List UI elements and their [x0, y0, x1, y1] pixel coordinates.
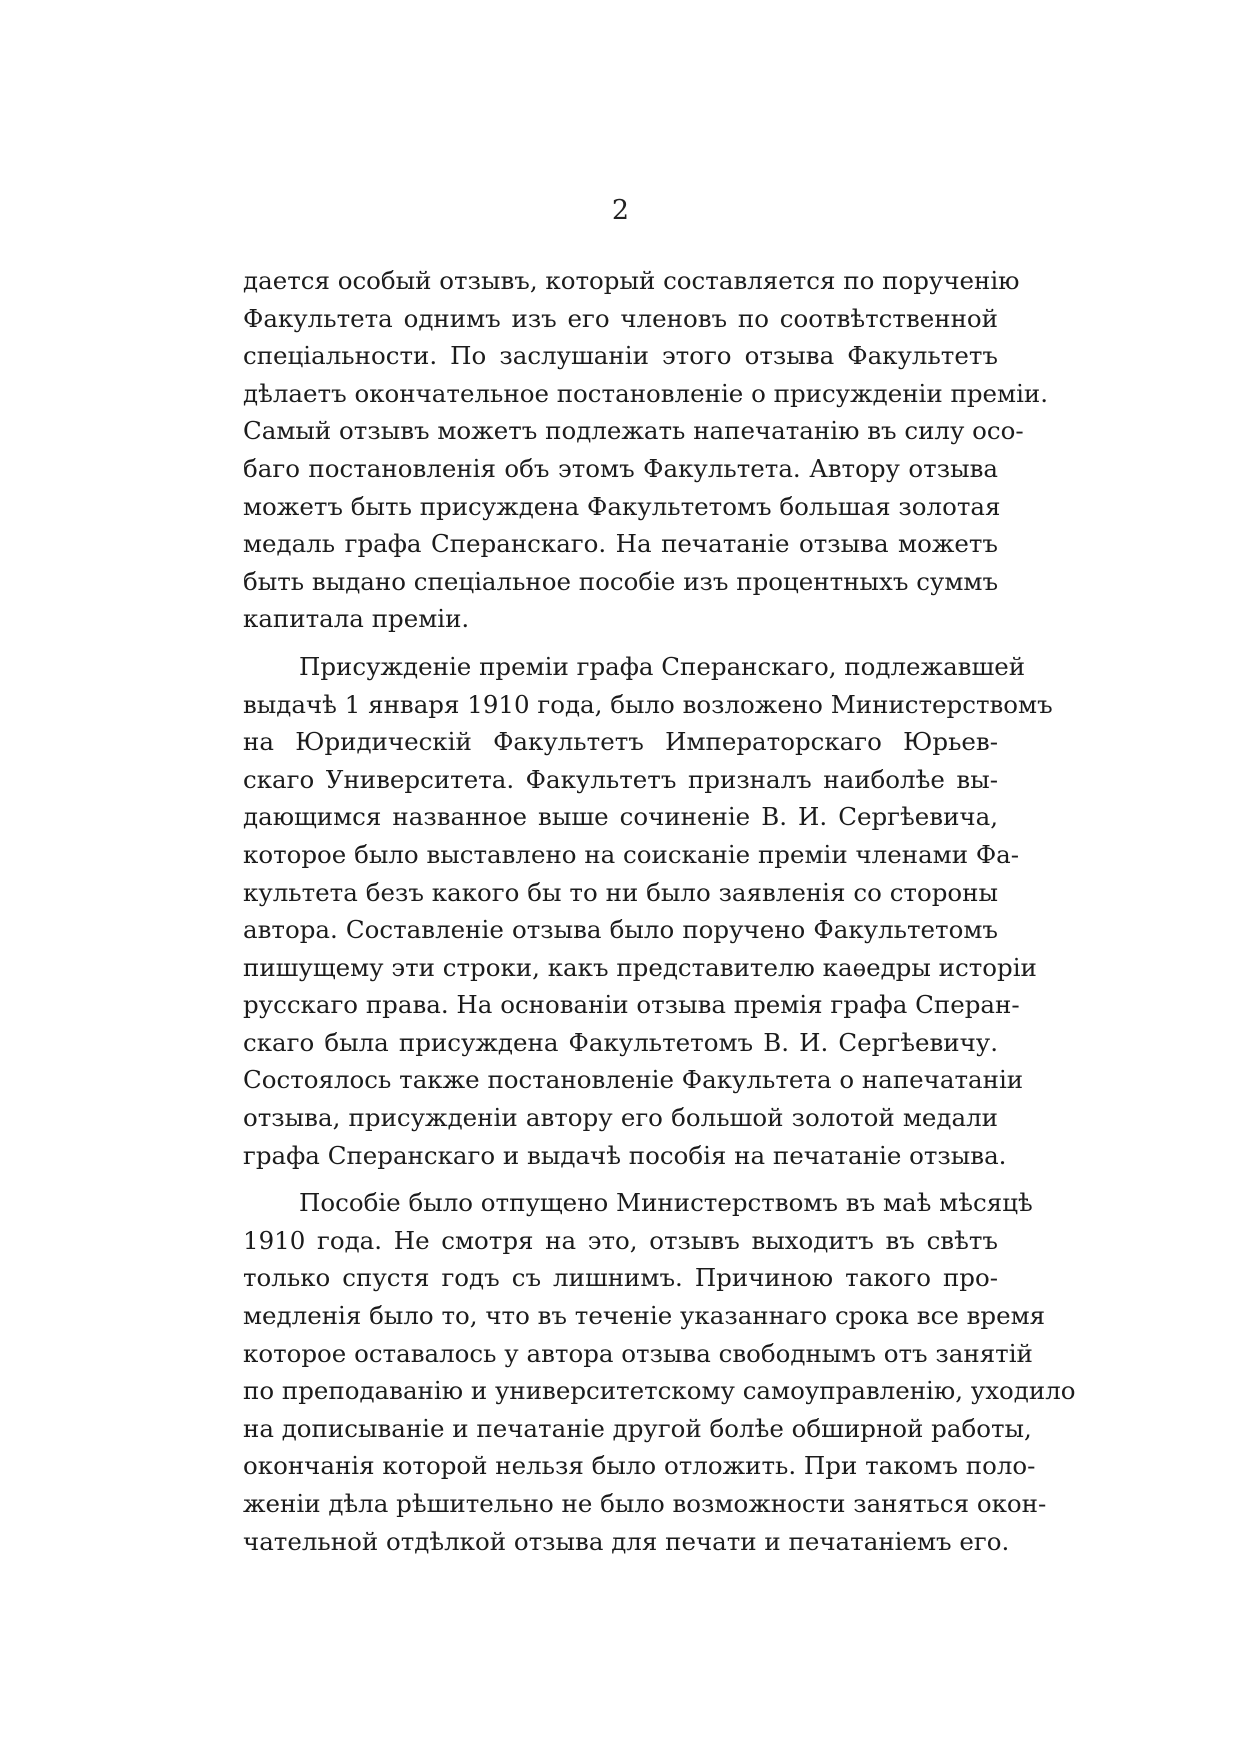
text-line: отзыва, присужденіи автору его большой золотой медали — [243, 1103, 998, 1133]
text-line: Факультета однимъ изъ его членовъ по соотвѣтственной — [243, 303, 998, 333]
text-line: спеціальности. По заслушаніи этого отзыва Факультетъ — [243, 341, 998, 371]
paragraph-3 — [243, 1184, 1076, 1560]
text-line: медленія было то, что въ теченіе указаннаго срока все время — [243, 1301, 1046, 1331]
text-line: Присужденіе преміи графа Сперанскаго, подлежавшей — [299, 651, 1026, 681]
text-line: медаль графа Сперанскаго. На печатаніе отзыва можетъ — [243, 529, 998, 559]
text-line: пишущему эти строки, какъ представителю каѳедры исторіи — [243, 952, 1037, 982]
text-line: Пособіе было отпущено Министерствомъ въ маѣ мѣсяцѣ — [299, 1188, 1033, 1218]
page-number: 2 — [611, 195, 630, 226]
text-line: женіи дѣла рѣшительно не было возможности заняться окон- — [243, 1489, 1047, 1518]
paragraph-1 — [243, 262, 1049, 638]
text-line: которое было выставлено на соисканіе преміи членами Фа- — [243, 839, 1020, 869]
text-line: на Юридическій Факультетъ Императорскаго Юрьев- — [243, 727, 998, 757]
text-line: только спустя годъ съ лишнимъ. Причиною такого про- — [243, 1263, 998, 1293]
text-line: 1910 года. Не смотря на это, отзывъ выходитъ въ свѣтъ — [243, 1225, 998, 1255]
text-line: чательной отдѣлкой отзыва для печати и печатаніемъ его. — [243, 1526, 1010, 1556]
paragraph-2 — [243, 648, 1053, 1174]
text-line: окончанія которой нельзя было отложить. При такомъ поло- — [243, 1451, 1036, 1481]
body-text — [243, 262, 1076, 1560]
text-line: на дописываніе и печатаніе другой болѣе обширной работы, — [243, 1413, 1032, 1443]
text-line: быть выдано спеціальное пособіе изъ процентныхъ суммъ — [243, 566, 999, 596]
text-line: культета безъ какого бы то ни было заявленія со стороны — [243, 877, 998, 907]
text-line: Состоялось также постановленіе Факультета о напечатаніи — [243, 1065, 1024, 1095]
text-line: выдачѣ 1 января 1910 года, было возложено Министерствомъ — [243, 689, 1053, 719]
text-line: дается особый отзывъ, который составляется по порученію — [243, 266, 1020, 295]
text-line: дѣлаетъ окончательное постановленіе о присужденіи преміи. — [243, 378, 1049, 408]
text-line: капитала преміи. — [243, 604, 470, 634]
text-line: русскаго права. На основаніи отзыва премія графа Сперан- — [243, 990, 1020, 1020]
text-line: Самый отзывъ можетъ подлежать напечатанію въ силу осо- — [243, 416, 1024, 446]
text-line: по преподаванію и университетскому самоуправленію, уходило — [243, 1376, 1076, 1406]
text-line: скаго Университета. Факультетъ призналъ наиболѣе вы- — [243, 764, 998, 794]
text-line: графа Сперанскаго и выдачѣ пособія на печатаніе отзыва. — [243, 1140, 1007, 1170]
text-line: баго постановленія объ этомъ Факультета. Автору отзыва — [243, 453, 998, 483]
text-line: автора. Составленіе отзыва было поручено Факультетомъ — [243, 915, 998, 945]
text-line: можетъ быть присуждена Факультетомъ большая золотая — [243, 491, 1001, 521]
text-line: скаго была присуждена Факультетомъ В. И. Сергѣевичу. — [243, 1027, 998, 1057]
text-line: которое оставалось у автора отзыва свободнымъ отъ занятій — [243, 1338, 1033, 1368]
text-line: дающимся названное выше сочиненіе В. И. Сергѣевича, — [243, 802, 998, 832]
